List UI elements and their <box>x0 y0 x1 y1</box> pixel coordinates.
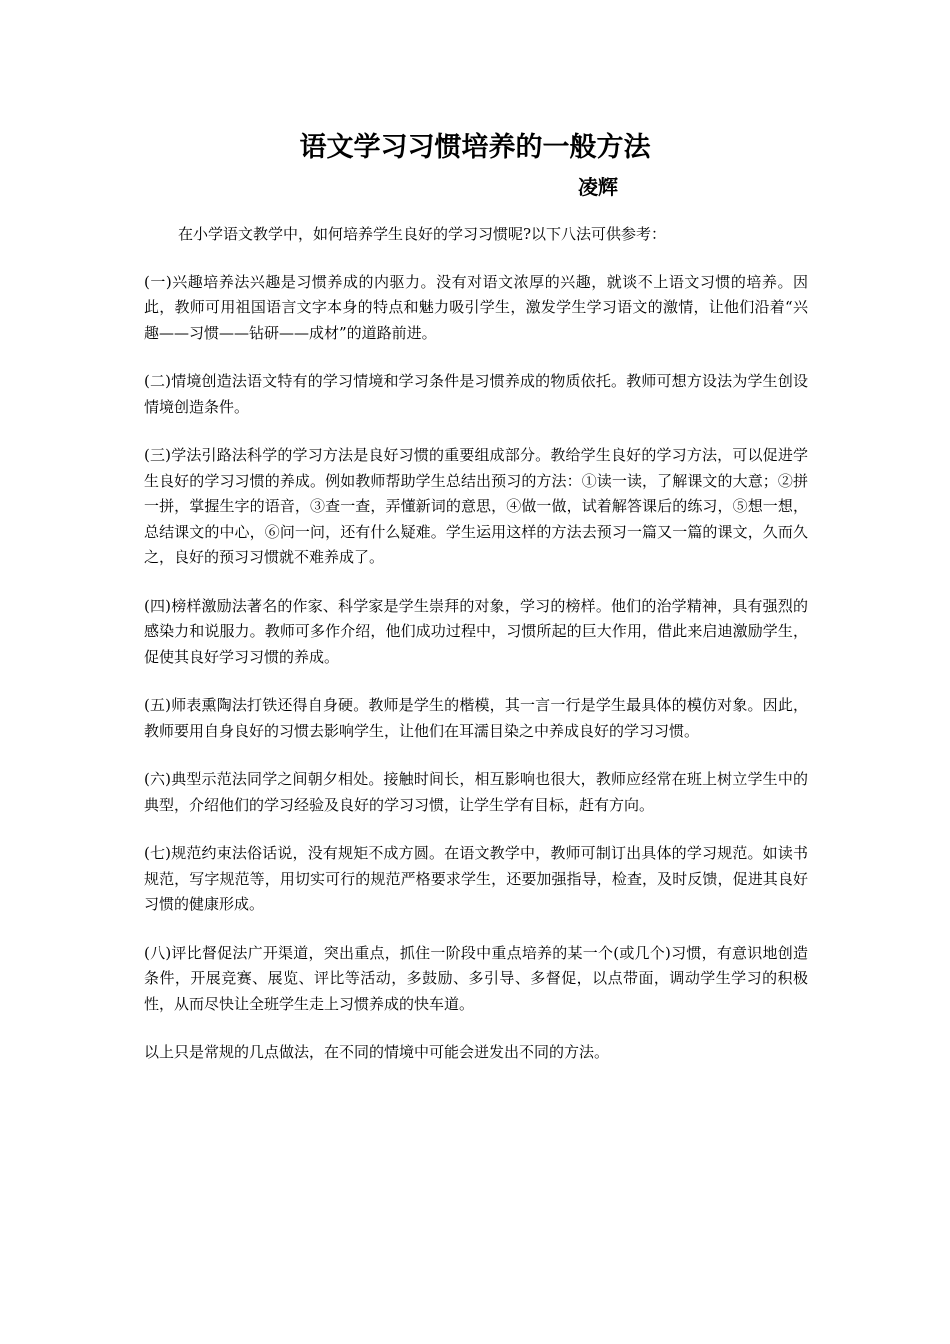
method-paragraph-6: (六)典型示范法同学之间朝夕相处。接触时间长，相互影响也很大，教师应经常在班上树立学生中的典型，介绍他们的学习经验及良好的学习习惯，让学生学有目标，赶有方向。 <box>144 770 808 814</box>
method-paragraph-2: (二)情境创造法语文特有的学习情境和学习条件是习惯养成的物质依托。教师可想方设法为学生创设情境创造条件。 <box>144 372 808 416</box>
method-paragraph-4: (四)榜样激励法著名的作家、科学家是学生崇拜的对象，学习的榜样。他们的治学精神，具有强烈的感染力和说服力。教师可多作介绍，他们成功过程中，习惯所起的巨大作用，借此来启迪激励学生，促使其良好学习习惯的养成。 <box>144 596 808 666</box>
document-title: 语文学习习惯培养的一般方法 <box>299 132 651 163</box>
method-paragraph-5: (五)师表熏陶法打铁还得自身硬。教师是学生的楷模，其一言一行是学生最具体的模仿对象。因此，教师要用自身良好的习惯去影响学生，让他们在耳濡目染之中养成良好的学习习惯。 <box>144 696 808 740</box>
document-author: 凌辉 <box>578 175 618 199</box>
intro-paragraph: 在小学语文教学中，如何培养学生良好的学习习惯呢?以下八法可供参考： <box>178 225 667 243</box>
method-paragraph-1: (一)兴趣培养法兴趣是习惯养成的内驱力。没有对语文浓厚的兴趣，就谈不上语文习惯的培养。因此，教师可用祖国语言文字本身的特点和魅力吸引学生，激发学生学习语文的激情，让他们沿着“兴趣——习惯——钻研——成材”的道路前进。 <box>144 272 808 342</box>
document-body <box>144 222 808 1089</box>
method-paragraph-7: (七)规范约束法俗话说，没有规矩不成方圆。在语文教学中，教师可制订出具体的学习规范。如读书规范，写字规范等，用切实可行的规范严格要求学生，还要加强指导，检查，及时反馈，促进其良好习惯的健康形成。 <box>144 844 808 913</box>
method-paragraph-8: (八)评比督促法广开渠道，突出重点，抓住一阶段中重点培养的某一个(或几个)习惯，有意识地创造条件，开展竞赛、展览、评比等活动，多鼓励、多引导、多督促，以点带面，调动学生学习的积极性，从而尽快让全班学生走上习惯养成的快车道。 <box>144 943 808 1013</box>
method-paragraph-3: (三)学法引路法科学的学习方法是良好习惯的重要组成部分。教给学生良好的学习方法，可以促进学生良好的学习习惯的养成。例如教师帮助学生总结出预习的方法：①读一读，了解课文的大意；②拼一拼，掌握生字的语音，③查一查，弄懂新词的意思，④做一做，试着解答课后的练习，⑤想一想，总结课文的中心，⑥问一问，还有什么疑难。学生运用这样的方法去预习一篇又一篇的课文，久而久之，良好的预习习惯就不难养成了。 <box>144 446 808 566</box>
conclusion-paragraph: 以上只是常规的几点做法，在不同的情境中可能会迸发出不同的方法。 <box>144 1043 610 1061</box>
